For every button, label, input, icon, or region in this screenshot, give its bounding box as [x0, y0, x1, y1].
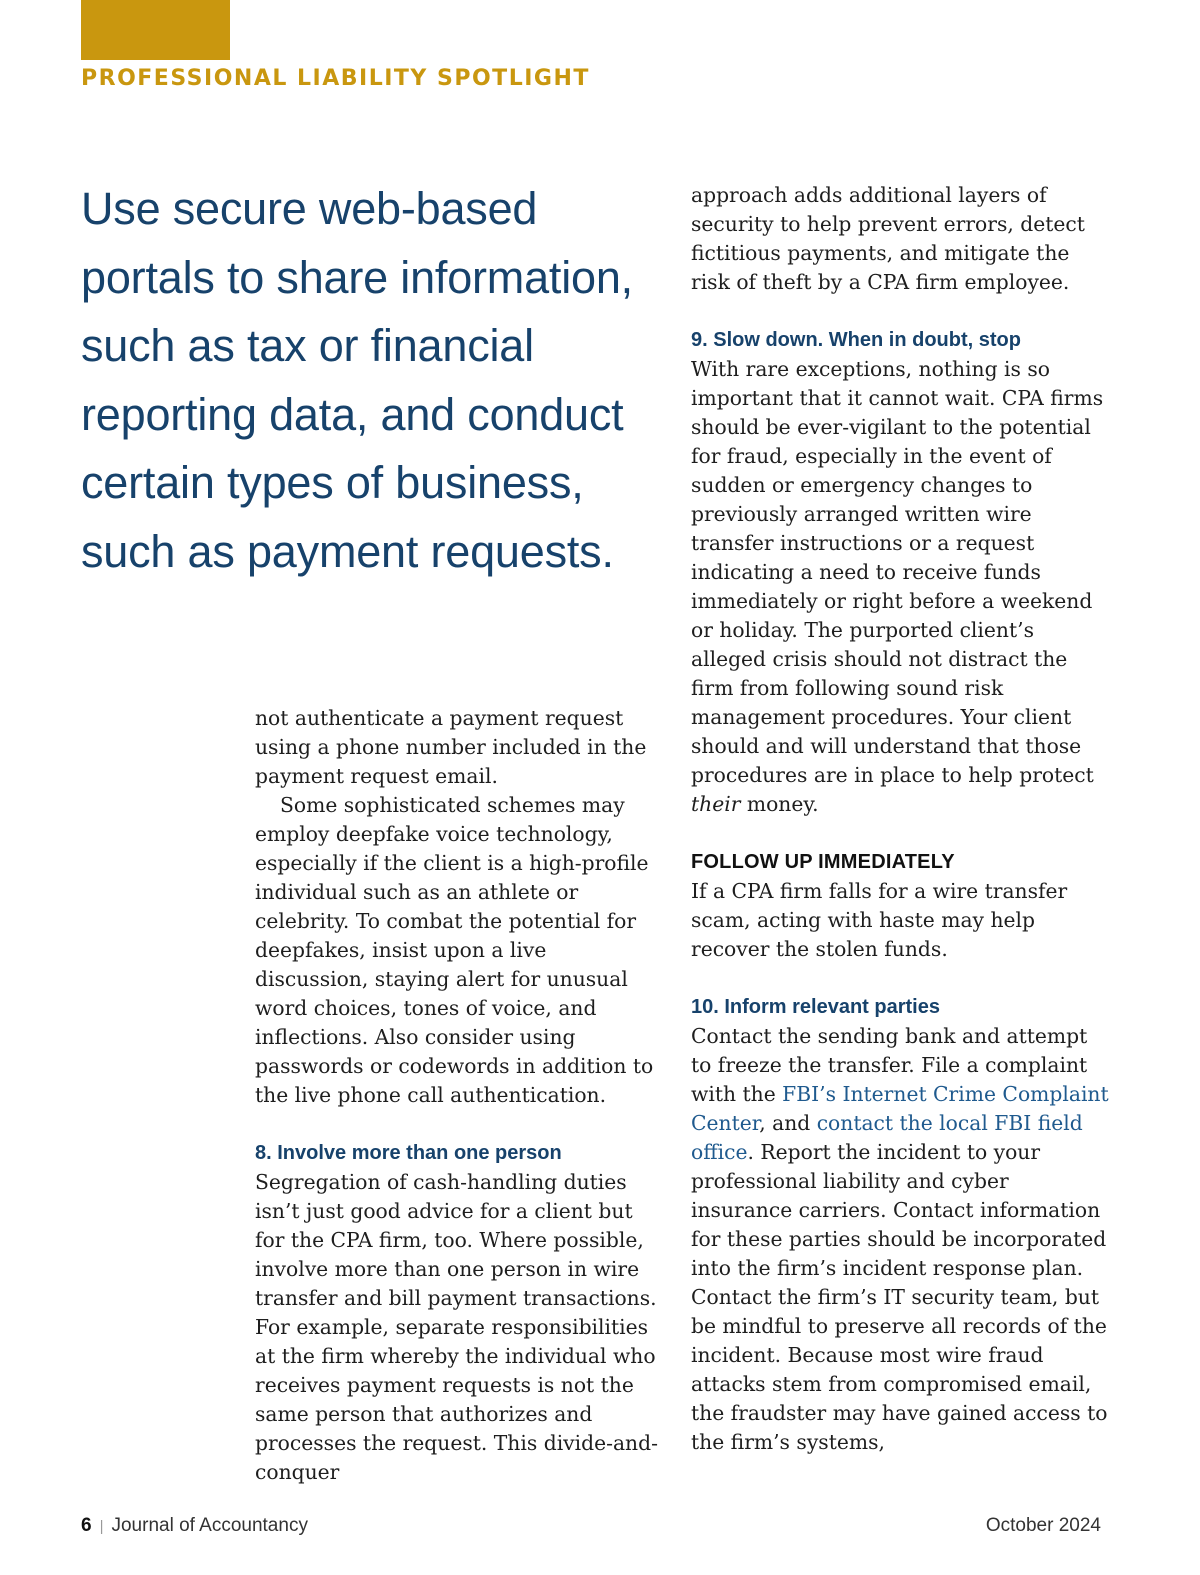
right-column — [691, 181, 1111, 1457]
page-number: 6 — [81, 1515, 92, 1536]
tip-10-heading: 10. Inform relevant parties — [691, 996, 940, 1018]
follow-up-body: If a CPA firm falls for a wire transfer scam, acting with haste may help recover the stolen funds. — [691, 879, 1068, 961]
paragraph: Some sophisticated schemes may employ deepfake voice technology, especially if the client is a high-profile individual such as an athlete or celebrity. To combat the potential for deepfakes, insist upon a live discussion, staying alert for unusual word choices, tones of voice, and inflections. Also consider using passwords or codewords in addition to the live phone call authentication. — [255, 793, 654, 1107]
header-accent-bar — [81, 0, 230, 60]
issue-date: October 2024 — [985, 1515, 1101, 1536]
left-column — [255, 704, 665, 1487]
tip-10-body: Contact the sending bank and attempt to freeze the transfer. File a complaint with the FBI’s Internet Crime Complaint Center, and contact the local FBI field office. Report the incident to your professional liability and cyber insurance carriers. Contact information for these parties should be incorporated into the firm’s incident response plan. Contact the firm’s IT security team, but be mindful to preserve all records of the incident. Because most wire fraud attacks stem from compromised email, the fraudster may have gained access to the firm’s systems, — [691, 1024, 1109, 1454]
paragraph: not authenticate a payment request using a phone number included in the payment request email. — [255, 706, 647, 788]
footer-left — [81, 1515, 308, 1537]
publication-name: Journal of Accountancy — [111, 1515, 308, 1536]
tip-9-heading: 9. Slow down. When in doubt, stop — [691, 329, 1021, 351]
follow-up-heading: FOLLOW UP IMMEDIATELY — [691, 851, 955, 873]
tip-8-body: Segregation of cash-handling duties isn’t just good advice for a client but for the CPA firm, too. Where possible, involve more than one person in wire transfer and bill payment transactions. For example, separate responsibilities at the firm whereby the individual who receives payment requests is not the same person that authorizes and processes the request. This divide-and-conquer — [255, 1170, 658, 1484]
fbi-field-office-link[interactable]: contact the local FBI field office — [691, 1111, 1083, 1164]
footer-separator: | — [99, 1518, 104, 1535]
ic3-link[interactable]: FBI’s Internet Crime Complaint Center — [691, 1082, 1109, 1135]
tip-8-heading: 8. Involve more than one person — [255, 1142, 562, 1164]
paragraph: approach adds additional layers of security to help prevent errors, detect fictitious payments, and mitigate the risk of theft by a CPA firm employee. — [691, 183, 1085, 294]
pull-quote: Use secure web-based portals to share information, such as tax or financial reporting data, and conduct certain types of business, such as payment requests. — [81, 183, 633, 577]
emphasis: their — [691, 792, 741, 816]
tip-9-body: With rare exceptions, nothing is so important that it cannot wait. CPA firms should be ever-vigilant to the potential for fraud, especially in the event of sudden or emergency changes to previously arranged written wire transfer instructions or a request indicating a need to receive funds immediately or right before a weekend or holiday. The purported client’s alleged crisis should not distract the firm from following sound risk management procedures. Your client should and will understand that those procedures are in place to help protect their money. — [691, 357, 1104, 816]
section-label: PROFESSIONAL LIABILITY SPOTLIGHT — [81, 66, 590, 91]
